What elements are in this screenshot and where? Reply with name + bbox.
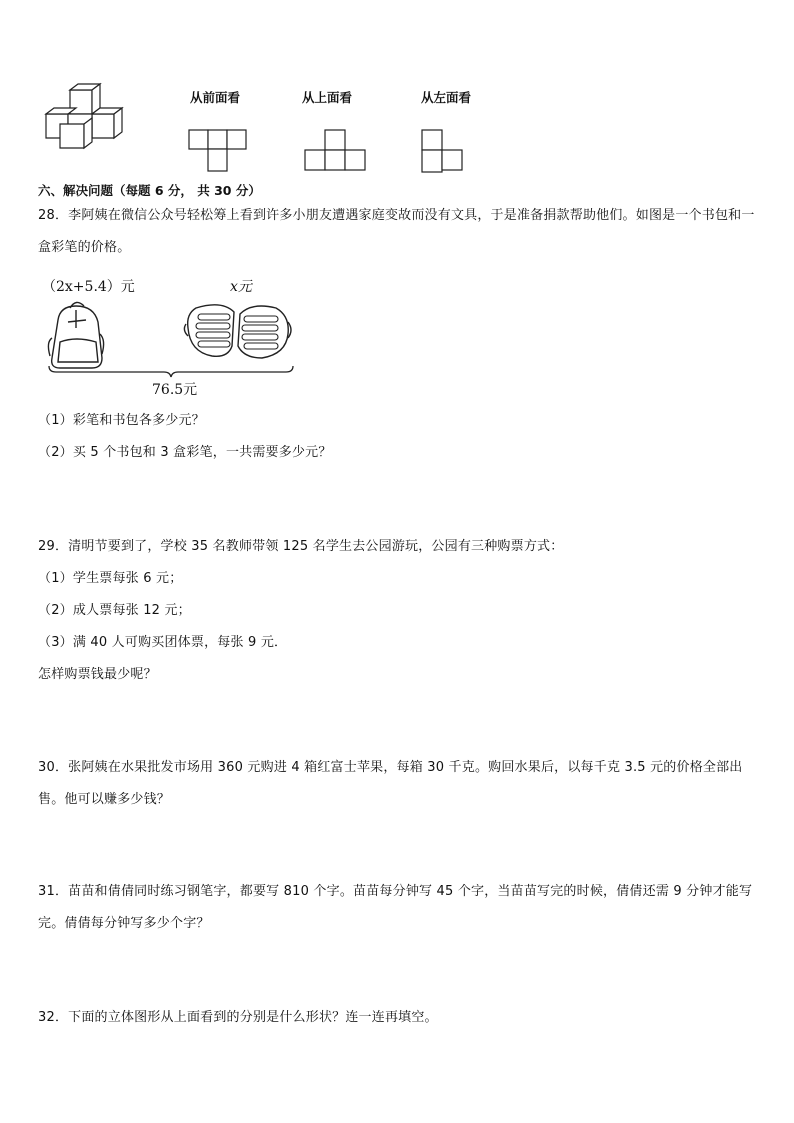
total-price-label: 76.5元 — [152, 382, 198, 398]
question-28-text: 28．李阿姨在微信公众号轻松筹上看到许多小朋友遭遇家庭变故而没有文具，于是准备捐款帮助他们。如图是一个书包和一盒彩笔的价格。 — [38, 208, 755, 255]
question-31-text: 31．苗苗和倩倩同时练习钢笔字，都要写 810 个字。苗苗每分钟写 45 个字，当苗苗写完的时候，倩倩还需 9 分钟才能写完。倩倩每分钟写多少个字？ — [38, 884, 753, 931]
front-view-drawing — [188, 128, 248, 174]
front-view-label: 从前面看 — [190, 90, 241, 105]
top-view-drawing — [304, 128, 368, 174]
question-29-text: 29．清明节要到了，学校 35 名教师带领 125 名学生去公园游玩，公园有三种购票方式： — [38, 539, 564, 554]
question-29-option-1: （1）学生票每张 6 元； — [38, 571, 183, 586]
left-view-label: 从左面看 — [421, 90, 472, 105]
question-30-text: 30．张阿姨在水果批发市场用 360 元购进 4 箱红富士苹果，每箱 30 千克。购回水果后，以每千克 3.5 元的价格全部出售。他可以赚多少钱？ — [38, 760, 743, 807]
question-28-sub2: （2）买 5 个书包和 3 盒彩笔，一共需要多少元？ — [38, 445, 332, 460]
question-29-option-2: （2）成人票每张 12 元； — [38, 603, 191, 618]
backpack-icon — [46, 298, 108, 370]
colored-pens-icon — [182, 294, 294, 364]
total-brace — [48, 366, 294, 378]
question-32-text: 32．下面的立体图形从上面看到的分别是什么形状？连一连再填空。 — [38, 1010, 438, 1025]
top-view-label: 从上面看 — [302, 90, 353, 105]
question-29-option-3: （3）满 40 人可购买团体票，每张 9 元． — [38, 635, 288, 650]
section-title: 六、解决问题（每题 6 分， 共 30 分） — [38, 183, 261, 198]
question-28-sub1: （1）彩笔和书包各多少元？ — [38, 413, 205, 428]
left-view-drawing — [420, 128, 466, 174]
cube-figure — [40, 84, 140, 156]
question-29-question: 怎样购票钱最少呢？ — [38, 667, 157, 682]
backpack-price-label: （2x+5.4）元 — [42, 279, 135, 295]
pens-price-label: x元 — [230, 279, 252, 295]
